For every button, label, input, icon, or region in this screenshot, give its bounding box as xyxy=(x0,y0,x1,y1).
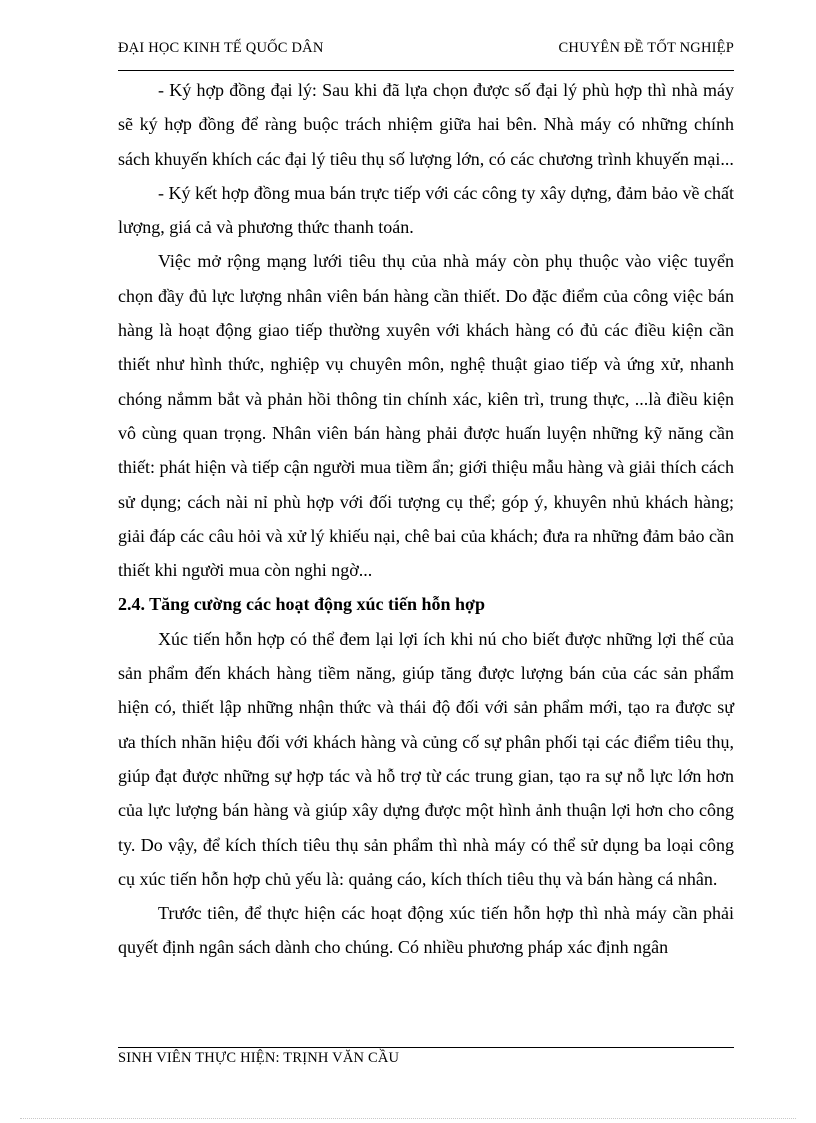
section-heading: 2.4. Tăng cường các hoạt động xúc tiến hỗn hợp xyxy=(118,594,485,615)
paragraph-sales-network: Việc mở rộng mạng lưới tiêu thụ của nhà máy còn phụ thuộc vào việc tuyển chọn đầy đủ lực lượng nhân viên bán hàng cần thiết. Do đặc điểm của công việc bán hàng là hoạt động giao tiếp thường xuyên với khách hàng có đủ các điều kiện cần thiết như hình thức, nghiệp vụ chuyên môn, nghệ thuật giao tiếp và ứng xử, nhanh chóng nắmm bắt và phản hồi thông tin chính xác, kiên trì, trung thực, ...là điều kiện vô cùng quan trọng. Nhân viên bán hàng phải được huấn luyện những kỹ năng cần thiết: phát hiện và tiếp cận người mua tiềm ẩn; giới thiệu mẫu hàng và giải thích cách sử dụng; cách nài nỉ phù hợp với đối tượng cụ thể; góp ý, khuyên nhủ khách hàng; giải đáp các câu hỏi và xử lý khiếu nại, chê bai của khách; đưa ra những đảm bảo cần thiết khi người mua còn nghi ngờ... xyxy=(118,251,734,581)
document-body xyxy=(118,73,734,965)
header-divider xyxy=(118,70,734,71)
page-boundary-line xyxy=(20,1118,796,1119)
header-university: ĐẠI HỌC KINH TẾ QUỐC DÂN xyxy=(118,40,324,56)
page-footer: SINH VIÊN THỰC HIỆN: TRỊNH VĂN CẦU xyxy=(118,1050,400,1066)
paragraph-promotion-budget: Trước tiên, để thực hiện các hoạt động xúc tiến hỗn hợp thì nhà máy cần phải quyết định ngân sách dành cho chúng. Có nhiều phương pháp xác định ngân xyxy=(118,903,734,958)
paragraph-agency-contract: - Ký hợp đồng đại lý: Sau khi đã lựa chọn được số đại lý phù hợp thì nhà máy sẽ ký hợp đồng để ràng buộc trách nhiệm giữa hai bên. Nhà máy có những chính sách khuyến khích các đại lý tiêu thụ số lượng lớn, có các chương trình khuyến mại... xyxy=(118,80,734,169)
page-header xyxy=(118,40,734,57)
paragraph-direct-contract: - Ký kết hợp đồng mua bán trực tiếp với các công ty xây dựng, đảm bảo về chất lượng, giá cả và phương thức thanh toán. xyxy=(118,182,734,238)
paragraph-promotion-benefits: Xúc tiến hỗn hợp có thể đem lại lợi ích khi nú cho biết được những lợi thế của sản phẩm đến khách hàng tiềm năng, giúp tăng được lượng bán của các sản phẩm hiện có, thiết lập những nhận thức và thái độ đối với sản phẩm mới, tạo ra được sự ưa thích nhãn hiệu đối với khách hàng và củng cố sự phân phối tại các điểm tiêu thụ, giúp đạt được những sự hợp tác và hỗ trợ từ các trung gian, tạo ra sự nỗ lực lớn hơn của lực lượng bán hàng và giúp xây dựng được một hình ảnh thuận lợi hơn cho công ty. Do vậy, để kích thích tiêu thụ sản phẩm thì nhà máy có thể sử dụng ba loại công cụ xúc tiến hỗn hợp chủ yếu là: quảng cáo, kích thích tiêu thụ và bán hàng cá nhân. xyxy=(118,628,734,889)
header-document-type: CHUYÊN ĐỀ TỐT NGHIỆP xyxy=(558,40,734,56)
footer-divider xyxy=(118,1047,734,1048)
